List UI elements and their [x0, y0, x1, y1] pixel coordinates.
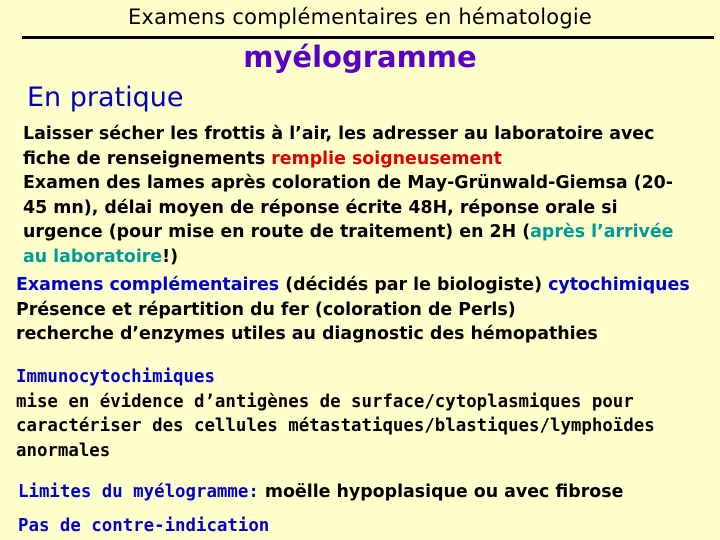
highlight-blue: cytochimiques	[548, 275, 690, 295]
paragraph-contraindication	[18, 514, 718, 539]
text-line: Laisser sécher les frottis à l’air, les adresser au laboratoire avec	[23, 124, 655, 144]
text-segment: fiche de renseignements	[23, 148, 272, 169]
title-divider	[22, 36, 714, 39]
highlight-blue: Pas de contre-indication	[18, 516, 270, 536]
text-segment: !)	[162, 246, 179, 267]
highlight-red: remplie soigneusement	[271, 148, 502, 169]
paragraph-immunocytochemistry	[16, 365, 716, 463]
text-line: caractériser des cellules métastatiques/blastiques/lymphoïdes	[16, 416, 655, 436]
text-line	[23, 147, 713, 172]
text-segment: (décidés par le biologiste)	[279, 275, 549, 295]
text-line	[18, 480, 718, 505]
text-line: Présence et répartition du fer (coloration de Perls)	[16, 299, 516, 320]
paragraph-cytochemistry	[16, 273, 716, 347]
text-line: recherche d’enzymes utiles au diagnostic des hémopathies	[16, 324, 598, 344]
section-heading: En pratique	[27, 82, 184, 113]
text-line: Examen des lames après coloration de May-Grünwald-Giemsa (20-	[23, 173, 673, 193]
slide-title: Examens complémentaires en hématologie	[127, 5, 593, 29]
paragraph-limits	[18, 480, 718, 505]
highlight-teal: après l’arrivée	[530, 222, 674, 242]
text-segment: moëlle hypoplasique ou avec fibrose	[258, 482, 624, 502]
paragraph-sample-handling	[23, 122, 713, 171]
paragraph-exam-delay	[23, 171, 713, 269]
highlight-blue: Limites du myélogramme:	[18, 482, 259, 502]
text-segment: urgence (pour mise en route de traitement) en 2H (	[23, 222, 531, 242]
text-line	[23, 220, 713, 245]
highlight-blue: Examens complémentaires	[16, 275, 280, 295]
text-line: mise en évidence d’antigènes de surface/cytoplasmiques pour	[16, 391, 634, 412]
text-line	[23, 245, 713, 270]
highlight-teal: au laboratoire	[23, 246, 163, 267]
text-line	[16, 273, 716, 298]
text-line: 45 mn), délai moyen de réponse écrite 48H, réponse orale si	[23, 197, 618, 218]
subheading: Immunocytochimiques	[16, 367, 215, 387]
text-line: anormales	[16, 440, 111, 461]
slide-subtitle: myélogramme	[243, 40, 477, 74]
